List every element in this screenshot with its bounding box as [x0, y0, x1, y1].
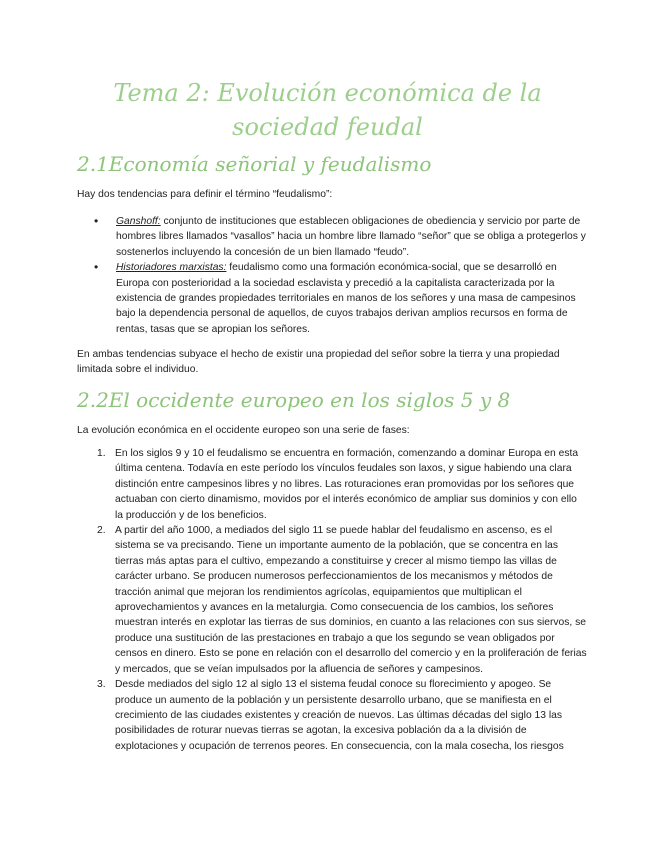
definitions-bullet-list	[77, 214, 587, 337]
section1-intro: Hay dos tendencias para definir el término “feudalismo”:	[77, 189, 333, 200]
section-heading-occidente-europeo: 2.2El occidente europeo en los siglos 5 y 8	[77, 388, 511, 412]
list-item-text: A partir del año 1000, a mediados del siglo 11 se puede hablar del feudalismo en ascenso, es el sistema se va precisando. Tiene un importante aumento de la población, que se concentra en las tierras más aptas para el cultivo, empezando a constituirse y crecer al mismo tiempo las villas de carácter urbano. Se producen numerosos perfeccionamientos de los mecanismos y métodos de tracción animal que mejoran los rendimientos agrícolas, equipamientos que multiplican el aprovechamientos y avances en la metalurgia. Como consecuencia de los cambios, los señores muestran interés en explotar las tierras de sus dominios, en cuanto a las relaciones con sus siervos, se produce una sustitución de las prestaciones en trabajo a que los segundo se vean obligados por censos en dinero. Esto se pone en relación con el desarrollo del comercio y en la proliferación de ferias y mercados, que se veían impulsados por la afluencia de señores y campesinos.	[115, 525, 587, 675]
section1-conclusion: En ambas tendencias subyace el hecho de existir una propiedad del señor sobre la tierra y una propiedad limitada sobre el individuo.	[77, 349, 560, 376]
list-item-text: En los siglos 9 y 10 el feudalismo se encuentra en formación, comenzando a dominar Europa en esta última centena. Todavía en este período los vínculos feudales son laxos, y sigue habiendo una clara distinción entre campesinos libres y no libres. Las roturaciones eran promovidas por los señores que actuaban con cierto dinamismo, movidos por el interés económico de ampliar sus dominios y con ello la producción y de los beneficios.	[115, 448, 579, 521]
list-item	[77, 523, 587, 677]
phases-numbered-list	[77, 446, 587, 754]
list-number: 1.	[97, 448, 106, 459]
term-ganshoff: Ganshoff:	[116, 216, 161, 227]
definition-text: feudalismo como una formación económica-social, que se desarrolló en Europa con posterioridad a la sociedad esclavista y precedió a la capitalista caracterizada por la existencia de grandes propiedades territoriales en manos de los señores y una masa de campesinos bajo la dependencia personal de aquellos, de cuyos trabajos derivan amplios recursos en forma de rentas, tasas que se apropian los señores.	[116, 262, 576, 335]
list-number: 3.	[97, 679, 106, 691]
list-item	[77, 260, 587, 337]
document-title: Tema 2: Evolución económica de la sociedad feudal	[113, 79, 542, 141]
term-historiadores-marxistas: Historiadores marxistas:	[116, 262, 227, 274]
list-number: 2.	[97, 525, 106, 537]
list-item	[77, 677, 587, 754]
section2-intro: La evolución económica en el occidente europeo son una serie de fases:	[77, 425, 410, 436]
list-item-text: Desde mediados del siglo 12 al siglo 13 el sistema feudal conoce su florecimiento y apogeo. Se produce un aumento de la población y un persistente desarrollo urbano, que se manifiesta en el crecimiento de las ciudades existentes y creación de nuevos. Las últimas décadas del siglo 13 las posibilidades de roturar nuevas tierras se agotan, la excesiva población da a la división de explotaciones y ocupación de terrenos peores. En consecuencia, con la mala cosecha, los riesgos	[115, 679, 564, 752]
list-item	[77, 446, 587, 523]
definition-text: conjunto de instituciones que establecen obligaciones de obediencia y servicio por parte de hombres libres llamados “vasallos” hacia un hombre libre llamado “señor” que se obliga a protegerlos y sostenerlos incluyendo la concesión de un bien llamado “feudo”.	[116, 216, 586, 258]
section-heading-economia-senorial: 2.1Economía señorial y feudalismo	[77, 152, 432, 176]
list-item	[77, 214, 587, 260]
